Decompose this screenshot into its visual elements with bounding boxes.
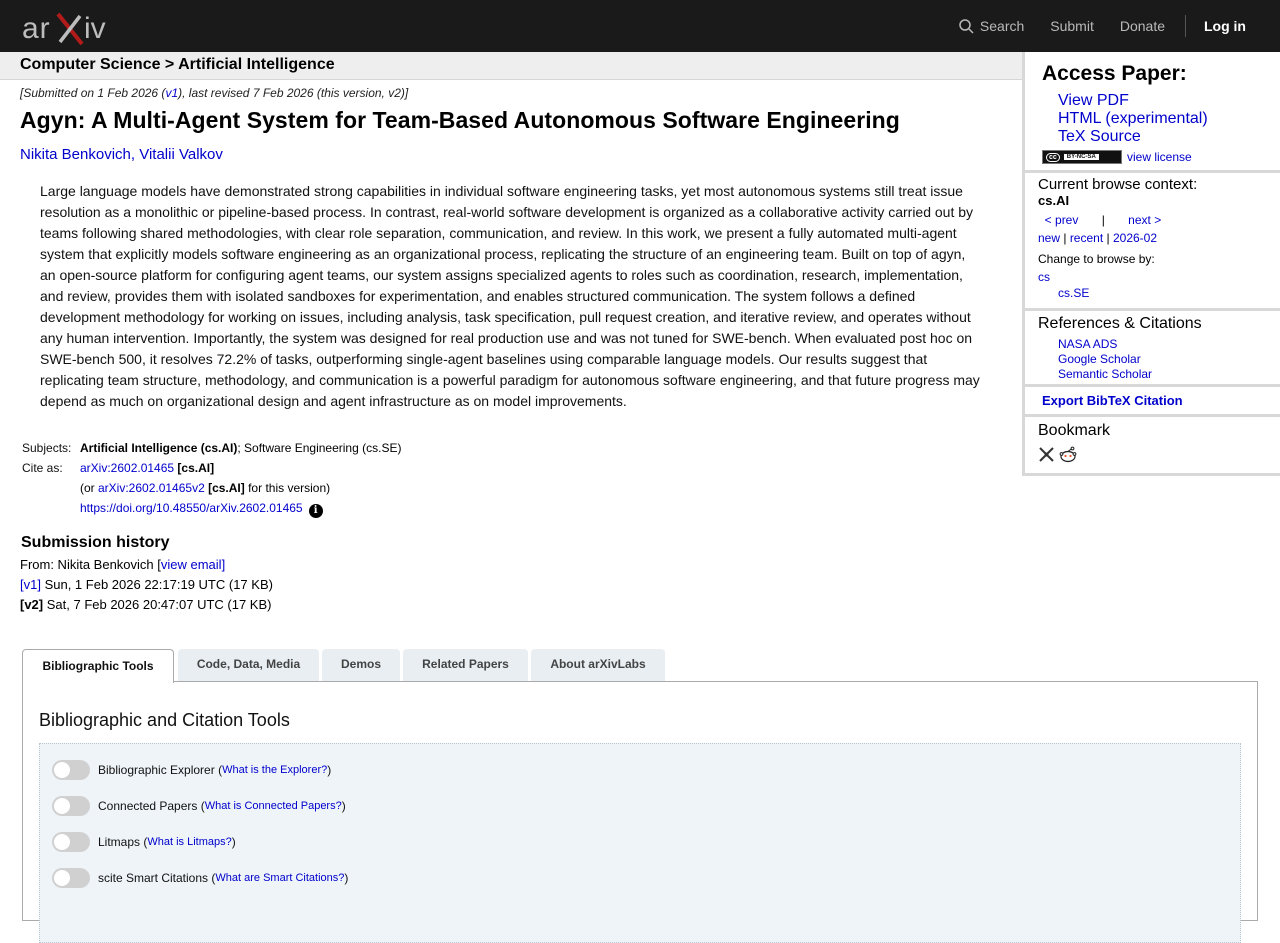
change-browse-label: Change to browse by: — [1038, 252, 1155, 266]
author-link[interactable]: Vitalii Valkov — [139, 146, 223, 163]
litmaps-toggle[interactable] — [52, 832, 90, 852]
submission-dateline — [20, 86, 1010, 100]
primary-subject: Artificial Intelligence (cs.AI) — [80, 441, 238, 455]
tab-code-data-media[interactable]: Code, Data, Media — [178, 649, 319, 682]
references-title: References & Citations — [1038, 315, 1202, 332]
tool-row: Litmaps ( What is Litmaps? ) — [52, 832, 236, 852]
search-button[interactable] — [959, 18, 1024, 34]
arxiv-logo[interactable] — [22, 8, 114, 46]
v2-date: Sat, 7 Feb 2026 20:47:07 UTC (17 KB) — [43, 597, 272, 612]
submitter-row — [20, 555, 1010, 575]
dateline-prefix: [Submitted on 1 Feb 2026 ( — [20, 86, 166, 100]
empty-cell — [20, 498, 78, 518]
cc-license-badge[interactable] — [1042, 150, 1122, 164]
svg-text:ar: ar — [22, 12, 51, 45]
nasa-ads-link[interactable]: NASA ADS — [1058, 337, 1118, 351]
login-link[interactable]: Log in — [1204, 18, 1246, 34]
browse-context-title: Current browse context: — [1038, 176, 1198, 193]
tool-label: Connected Papers — [98, 799, 198, 813]
dateline-suffix: ), last revised 7 Feb 2026 (this version, v2)] — [178, 86, 409, 100]
new-link[interactable]: new — [1038, 231, 1061, 245]
cite-category: [cs.AI] — [174, 461, 215, 475]
arxiv-v2-link[interactable]: arXiv:2602.01465v2 — [98, 481, 205, 495]
top-navbar — [0, 0, 1280, 52]
browse-context — [1038, 175, 1278, 300]
tool-label: Bibliographic Explorer — [98, 763, 215, 777]
v1-version-link[interactable]: [v1] — [20, 577, 41, 592]
subjects-label: Subjects: — [22, 441, 72, 455]
html-link[interactable]: HTML (experimental) — [1058, 110, 1208, 127]
search-icon — [959, 19, 974, 34]
access-paper-box — [1022, 52, 1280, 173]
google-scholar-link[interactable]: Google Scholar — [1058, 352, 1141, 366]
bibsonomy-icon[interactable] — [1038, 446, 1055, 463]
empty-cell — [20, 478, 78, 498]
browse-context-box — [1022, 173, 1280, 311]
v1-date: Sun, 1 Feb 2026 22:17:19 UTC (17 KB) — [40, 577, 273, 592]
help-link[interactable]: What is the Explorer? — [222, 764, 328, 776]
author-separator: , — [130, 146, 140, 163]
doi-row — [78, 498, 401, 518]
license-row — [1042, 150, 1192, 164]
connected-papers-toggle[interactable] — [52, 796, 90, 816]
doi-link[interactable]: https://doi.org/10.48550/arXiv.2602.01465 — [80, 501, 303, 515]
view-email-link[interactable]: view email — [160, 557, 222, 572]
abstract: Large language models have demonstrated strong capabilities in individual software engineering tasks, yet most autonomous systems still treat issue resolution as a monolithic or pipeline-based process. In contrast, real-world software development is organized as a collaborative activity carried out by teams following shared methodologies, with clear role separation, communication, and review. In this work, we present a fully automated multi-agent system that explicitly models software engineering as an organizational process, replicating the structure of an engineering team. Built on top of agyn, an open-source platform for configuring agent teams, our system assigns specialized agents to roles such as coordination, research, implementation, and review, provides them with isolated sandboxes for experimentation, and enables structured communication. The system follows a defined development methodology for working on issues, including analysis, task specification, pull request creation, and iterative review, and operates without any human intervention. Importantly, the system was designed for real production use and was not tuned for SWE-bench. When evaluated post hoc on SWE-bench 500, it resolves 72.2% of tasks, outperforming single-agent baselines using comparable language models. Our results suggest that replicating team structure, methodology, and communication is a powerful paradigm for autonomous software engineering, and that future progress may depend as much on organizational design and agent infrastructure as on model improvements. — [40, 183, 980, 409]
svg-text:iv: iv — [84, 12, 106, 45]
tab-about-arxivlabs[interactable]: About arXivLabs — [531, 649, 665, 682]
bookmark-icons — [1038, 446, 1077, 463]
tool-row: Bibliographic Explorer ( What is the Explorer? ) — [52, 760, 331, 780]
view-license-link[interactable]: view license — [1127, 150, 1192, 164]
cite-v2-suffix: for this version) — [244, 481, 331, 495]
paper-title: Agyn: A Multi-Agent System for Team-Based Autonomous Software Engineering — [20, 107, 900, 133]
cite-v2-category: [cs.AI] — [204, 481, 245, 495]
references-links — [1058, 337, 1152, 382]
author-list — [20, 146, 1010, 163]
author-link[interactable]: Nikita Benkovich — [20, 146, 131, 163]
help-link[interactable]: What is Litmaps? — [147, 836, 232, 848]
breadcrumb: Computer Science > Artificial Intelligence — [0, 52, 1022, 80]
subjects-value — [78, 438, 401, 458]
bibliographic-explorer-toggle[interactable] — [52, 760, 90, 780]
browse-cs-link[interactable]: cs — [1038, 270, 1050, 284]
tab-related-papers[interactable]: Related Papers — [403, 649, 528, 682]
cc-icon: cc — [1046, 153, 1060, 162]
references-box — [1022, 311, 1280, 387]
search-label: Search — [979, 18, 1025, 34]
browse-cs-row — [1038, 268, 1278, 286]
right-sidebar — [1022, 52, 1280, 476]
tools-panel-title: Bibliographic and Citation Tools — [39, 710, 290, 730]
v1-link[interactable]: v1 — [165, 86, 179, 100]
submit-link[interactable]: Submit — [1050, 18, 1094, 34]
cite-value — [78, 458, 401, 478]
cite-or: (or — [80, 481, 98, 495]
prev-link[interactable]: < prev — [1044, 213, 1079, 227]
nav-pipe: | — [1101, 213, 1105, 227]
from-suffix: ] — [221, 557, 226, 572]
listing-links: new | recent | 2026-02 — [1038, 231, 1158, 245]
info-icon[interactable]: i — [309, 504, 323, 518]
recent-link[interactable]: recent — [1069, 231, 1104, 245]
from-text: From: Nikita Benkovich [ — [20, 557, 161, 572]
help-link[interactable]: What are Smart Citations? — [215, 872, 345, 884]
nav-divider — [1185, 15, 1186, 37]
version-row-v1 — [20, 575, 1010, 595]
tools-list — [39, 743, 1241, 943]
view-pdf-link[interactable]: View PDF — [1058, 92, 1129, 109]
submission-history — [20, 534, 1010, 615]
cite-version — [78, 478, 401, 498]
prev-next-nav — [1038, 211, 1278, 229]
version-row-v2 — [20, 595, 1010, 615]
semantic-scholar-link[interactable]: Semantic Scholar — [1058, 367, 1153, 381]
metadata-table — [20, 438, 1010, 518]
tab-demos[interactable]: Demos — [322, 649, 400, 682]
bibtex-box — [1022, 387, 1280, 417]
reddit-icon[interactable] — [1059, 446, 1077, 463]
tools-panel — [22, 681, 1258, 921]
tool-label: Litmaps — [98, 835, 141, 849]
bookmark-box — [1022, 417, 1280, 476]
cite-label: Cite as: — [22, 461, 63, 475]
help-link[interactable]: What is Connected Papers? — [204, 800, 342, 812]
browse-csse-link[interactable]: cs.SE — [1058, 286, 1090, 300]
tool-row: scite Smart Citations ( What are Smart Citations? ) — [52, 868, 348, 888]
next-link[interactable]: next > — [1128, 213, 1162, 227]
tool-label: scite Smart Citations — [98, 871, 209, 885]
export-bibtex-link[interactable]: Export BibTeX Citation — [1042, 393, 1183, 408]
scite-toggle[interactable] — [52, 868, 90, 888]
paper-main — [20, 86, 1010, 615]
browse-csse-row — [1038, 286, 1278, 300]
tab-bibliographic-tools[interactable]: Bibliographic Tools — [22, 649, 174, 683]
header-nav — [959, 0, 1246, 52]
month-link[interactable]: 2026-02 — [1112, 231, 1158, 245]
submission-history-title: Submission history — [21, 534, 170, 551]
tool-row: Connected Papers ( What is Connected Papers? ) — [52, 796, 346, 816]
secondary-subjects: ; Software Engineering (cs.SE) — [237, 441, 402, 455]
browse-context-value: cs.AI — [1038, 193, 1070, 208]
bookmark-title: Bookmark — [1038, 422, 1111, 439]
access-links — [1058, 92, 1208, 146]
v2-version-label: [v2] — [20, 597, 44, 612]
tex-source-link[interactable]: TeX Source — [1058, 128, 1141, 145]
license-badge-text: BY-NC-SA — [1064, 154, 1099, 160]
labs-tabs — [22, 649, 1258, 682]
donate-link[interactable]: Donate — [1119, 18, 1165, 34]
access-paper-title: Access Paper: — [1042, 62, 1187, 85]
arxiv-id-link[interactable]: arXiv:2602.01465 — [80, 461, 175, 475]
